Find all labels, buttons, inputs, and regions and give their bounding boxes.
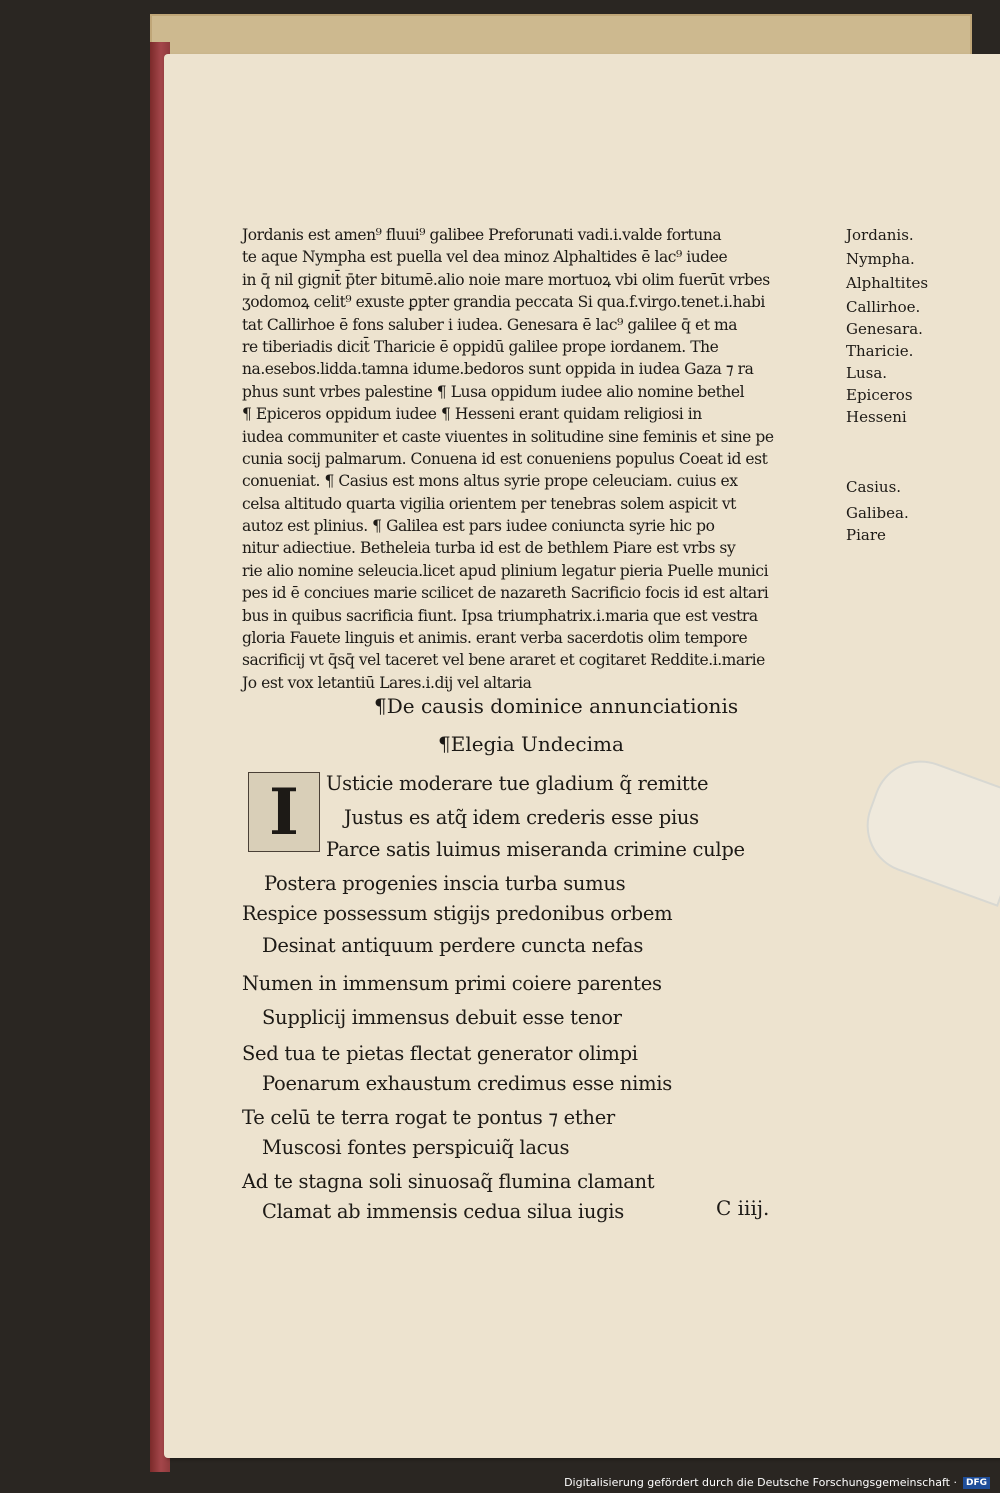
section-title: ¶De causis dominice annunciationis bbox=[374, 694, 739, 718]
commentary-line: ¶ Epiceros oppidum iudee ¶ Hesseni erant quidam religiosi in bbox=[242, 405, 702, 424]
verse-line: Usticie moderare tue gladium q̃ remitte bbox=[326, 772, 709, 795]
commentary-line: conueniat. ¶ Casius est mons altus syrie prope celeuciam. cuius ex bbox=[242, 472, 738, 491]
commentary-line: nitur adiectiue. Betheleia turba id est de bethlem Piare est vrbs sy bbox=[242, 539, 736, 558]
margin-note: Piare bbox=[846, 526, 886, 544]
margin-note: Genesara. bbox=[846, 320, 923, 338]
signature-mark: C iiij. bbox=[716, 1196, 770, 1220]
commentary-line: Jordanis est amen⁹ fluui⁹ galibee Preforunati vadi.i.valde fortuna bbox=[242, 226, 722, 244]
footer-text: Digitalisierung gefördert durch die Deutsche Forschungsgemeinschaft · bbox=[564, 1476, 957, 1489]
commentary-line: in q̄ nil gignit̄ p̄ter bitumē.alio noie mare mortuoꝝ vbi olim fuerūt vrbes bbox=[242, 270, 770, 289]
footer-credit bbox=[564, 1476, 990, 1489]
commentary-line: te aque Nympha est puella vel dea minoz Alphaltides ē lac⁹ iudee bbox=[242, 248, 728, 267]
margin-note: Callirhoe. bbox=[846, 298, 921, 316]
commentary-line: Jo est vox letantiū Lares.i.dij vel altaria bbox=[242, 673, 532, 692]
book-page bbox=[164, 54, 1000, 1458]
commentary-line: autoz est plinius. ¶ Galilea est pars iudee coniuncta syrie hic po bbox=[242, 517, 715, 536]
verse-line: Justus es atq̃ idem crederis esse pius bbox=[344, 806, 699, 829]
verse-line: Ad te stagna soli sinuosaq̃ flumina clamant bbox=[242, 1170, 655, 1193]
book-cover-board bbox=[150, 14, 972, 1454]
verse-line: Parce satis luimus miseranda crimine culpe bbox=[326, 838, 745, 861]
margin-note: Hesseni bbox=[846, 408, 907, 426]
verse-line: Respice possessum stigijs predonibus orbem bbox=[242, 902, 673, 925]
margin-note: Epiceros bbox=[846, 386, 913, 404]
margin-note: Lusa. bbox=[846, 364, 888, 382]
margin-note: Alphaltites bbox=[846, 274, 929, 292]
verse-line: Clamat ab immensis cedua silua iugis bbox=[262, 1200, 624, 1223]
commentary-line: tat Callirhoe ē fons saluber i iudea. Genesara ē lac⁹ galilee q̄ et ma bbox=[242, 315, 738, 334]
margin-note: Casius. bbox=[846, 478, 902, 496]
verse-line: Numen in immensum primi coiere parentes bbox=[242, 972, 662, 995]
commentary-line: cunia socij palmarum. Conuena id est conueniens populus Coeat id est bbox=[242, 449, 768, 468]
verse-line: Te celū te terra rogat te pontus ⁊ ether bbox=[242, 1106, 615, 1129]
commentary-line: pes id ē conciues marie scilicet de nazareth Sacrificio focis id est altari bbox=[242, 584, 769, 603]
commentary-line: celsa altitudo quarta vigilia orientem per tenebras solem aspicit vt bbox=[242, 494, 736, 513]
commentary-line: iudea communiter et caste viuentes in solitudine sine feminis et sine pe bbox=[242, 427, 774, 446]
elegy-title: ¶Elegia Undecima bbox=[438, 732, 624, 756]
commentary-line: re tiberiadis dicit̄ Tharicie ē oppidū galilee prope iordanem. The bbox=[242, 337, 719, 356]
margin-note: Jordanis. bbox=[846, 226, 914, 244]
commentary-line: sacrificij vt q̄sq̄ vel taceret vel bene araret et cogitaret Reddite.i.marie bbox=[242, 651, 765, 670]
verse-line: Postera progenies inscia turba sumus bbox=[264, 872, 626, 895]
margin-note: Tharicie. bbox=[846, 342, 914, 360]
commentary-line: na.esebos.lidda.tamna idume.bedoros sunt oppida in iudea Gaza ⁊ ra bbox=[242, 360, 754, 379]
verse-line: Desinat antiquum perdere cuncta nefas bbox=[262, 934, 644, 957]
decorated-initial: I bbox=[248, 772, 320, 852]
margin-note: Nympha. bbox=[846, 250, 915, 268]
commentary-line: bus in quibus sacrificia fiunt. Ipsa triumphatrix.i.maria que est vestra bbox=[242, 606, 758, 625]
verse-line: Poenarum exhaustum credimus esse nimis bbox=[262, 1072, 672, 1095]
commentary-block bbox=[242, 224, 882, 694]
margin-note: Galibea. bbox=[846, 504, 909, 522]
commentary-line: gloria Fauete linguis et animis. erant verba sacerdotis olim tempore bbox=[242, 629, 748, 648]
dfg-logo: DFG bbox=[963, 1477, 990, 1489]
verse-line: Sed tua te pietas flectat generator olimpi bbox=[242, 1042, 638, 1065]
commentary-line: ʒodomoꝝ celit⁹ exuste ꝑpter grandia peccata Si qua.f.virgo.tenet.i.habi bbox=[242, 293, 765, 312]
commentary-line: phus sunt vrbes palestine ¶ Lusa oppidum iudee alio nomine bethel bbox=[242, 382, 745, 401]
verse-line: Muscosi fontes perspicuiq̃ lacus bbox=[262, 1136, 570, 1159]
commentary-line: rie alio nomine seleucia.licet apud plinium legatur pieria Puelle munici bbox=[242, 561, 769, 580]
verse-line: Supplicij immensus debuit esse tenor bbox=[262, 1006, 622, 1029]
